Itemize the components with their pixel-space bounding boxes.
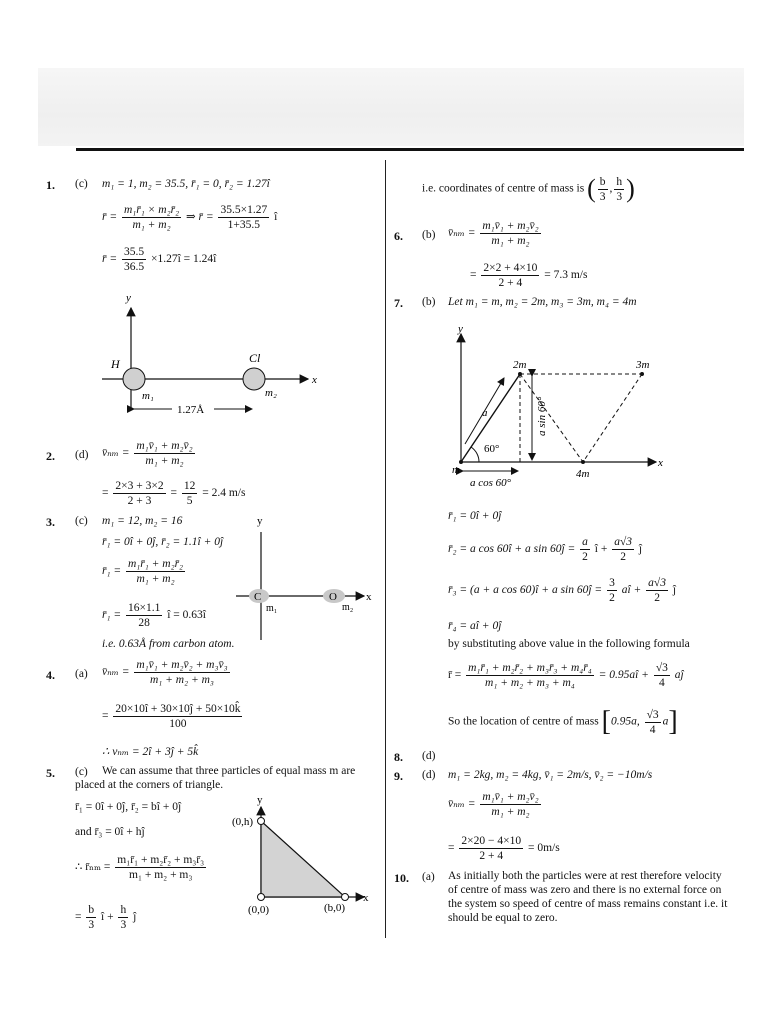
result-text: ∴ vₙₘ = 2î + 3ĵ + 5k̂ [102,746,199,758]
right-edge [583,374,642,462]
m1-label: m₁ [266,603,278,614]
hydrogen-atom [123,368,145,390]
x-label: x [366,591,372,603]
label-a: a [482,407,488,419]
point-4m [581,460,585,464]
triangle-diagram [226,793,376,920]
given-values: Let m₁ = m, m₂ = 2m, m₃ = 3m, m₄ = 4m [448,296,637,308]
hcl-diagram [96,288,336,426]
question-number: 3. [46,515,55,529]
point-2m [518,372,522,376]
answer-option: (a) [75,668,88,680]
answer-option: (d) [422,750,436,762]
o-label: O [329,591,337,603]
location-line: So the location of centre of mass [0.95a, $\frac{√3}{4}$ a] [448,706,678,737]
vertex-right [342,894,349,901]
angle-arc [471,447,479,462]
co-diagram [226,510,376,645]
answer-option: (c) [75,766,88,778]
column-divider [385,160,386,938]
equation: = $\frac{2\times 2 + 4\times 10}{2 + 4}$ = 7.3 m/s [470,262,588,289]
answer-option: (b) [422,296,436,308]
cl-label: Cl [249,351,261,365]
label-3m: 3m [636,359,650,371]
equation: = $\frac{20\times 10î + 30\times 10ĵ + 50\times 10k̂}{100}$ [102,703,241,730]
angle-label: 60° [484,443,500,455]
m2-label: m₂ [342,602,354,613]
coordinates-line: i.e. coordinates of centre of mass is ( $\frac{b}{3}$ , $\frac{h}{3}$ ) [422,174,635,203]
equation: = $\frac{2\times 3 + 3\times 2}{2 + 3}$ = $\frac{12}{5}$ = 2.4 m/s [102,480,246,507]
vertex-top [258,818,265,825]
equation: = $\frac{b}{3}$ î + $\frac{h}{3}$ ĵ [75,904,137,931]
equation: v̄ₙₘ = $\frac{\text{m₁v̄₁ + m₂v̄₂ + m₃v̄₃}}{\text{m₁ + m₂ + m₃}}$ [102,659,228,686]
position-vector: r̄₁ = 0î + 0ĵ [448,510,502,522]
question-number: 6. [394,229,403,243]
label-m: m [452,464,460,476]
label-right: (b,0) [324,902,346,914]
question-number: 2. [46,449,55,463]
equation: r̄ = $\frac{\text{m₁r̄₁ × m₂r̄₂}}{\text{m₁ + m₂}}$ ⇒ r̄ = $\frac{35.5\times 1.27}{1+35.5}$ î [102,204,278,231]
question-number: 5. [46,766,55,780]
distance-label: 1.27Å [177,404,205,416]
label-4m: 4m [576,468,590,480]
triangle [261,821,345,897]
equation: r̄ = $\frac{\text{m₁r̄₁ + m₂r̄₂ + m₃r̄₃ + m₄r̄₄}}{\text{m₁ + m₂ + m₃ + m₄}}$ = 0.95aî + $\frac{√3}{4}$ aĵ [448,662,684,689]
question-number: 8. [394,750,403,764]
question-number: 9. [394,769,403,783]
y-label: y [257,794,263,806]
answer-option: (c) [75,178,88,190]
question-number: 1. [46,178,55,192]
answer-text: As initially both the particles were at rest therefore velocity of centre of mass was zero and there is no external force on the system so speed of centre of mass remains constant i.e. it should be equal to zero. [448,870,728,924]
equation: ∴ r̄ₙₘ = $\frac{\text{m₁r̄₁ + m₂r̄₂ + m₃r̄₃}}{\text{m₁ + m₂ + m₃}}$ [75,854,205,881]
m1-label: m₁ [142,390,154,402]
equation: r̄₁ = $\frac{16\times 1.1}{28}$ î = 0.63î [102,602,206,629]
label-origin: (0,0) [248,904,270,916]
parallelogram-diagram [446,318,676,493]
header-band [38,68,744,146]
given-values: m₁ = 1, m₂ = 35.5, r̄₁ = 0, r̄₂ = 1.27î [102,178,270,190]
position-vectors: and r̄₃ = 0î + hĵ [75,826,145,838]
asin-label: a sin 60° [536,396,548,436]
question-number: 10. [394,871,409,885]
equation: r̄₁ = $\frac{\text{m₁r̄₁ + m₂r̄₂}}{\text{m₁ + m₂}}$ [102,558,184,585]
answer-option: (c) [75,515,88,527]
position-vectors: r̄₁ = 0î + 0ĵ, r̄₂ = 1.1î + 0ĵ [102,536,224,548]
label-2m: 2m [513,359,527,371]
problem-text: We can assume that three particles of equal mass m are placed at the corners of triangle. [75,765,356,791]
question-number: 7. [394,296,403,310]
equation: v̄ₙₘ = $\frac{\text{m₁v̄₁ + m₂v̄₂}}{\text{m₁ + m₂}}$ [102,440,193,467]
acos-label: a cos 60° [470,477,512,489]
answer-option: (d) [75,449,89,461]
answer-option: (d) [422,769,436,781]
position-vectors: r̄₁ = 0î + 0ĵ, r̄₂ = bî + 0ĵ [75,801,182,813]
y-label: y [126,292,131,304]
chlorine-atom [243,368,265,390]
equation: r̄₂ = a cos 60î + a sin 60ĵ = $\frac{a}{2}$ î + $\frac{a√3}{2}$ ĵ [448,536,643,563]
label-top: (0,h) [232,816,254,828]
equation: v̄ₙₘ = $\frac{\text{m₁v̄₁ + m₂v̄₂}}{\text{m₁ + m₂}}$ [448,791,539,818]
y-label: y [257,515,263,527]
m2-label: m₂ [265,387,277,399]
c-label: C [254,591,262,603]
equation: r̄₃ = (a + a cos 60)î + a sin 60ĵ = $\frac{3}{2}$ aî + $\frac{a√3}{2}$ ĵ [448,577,677,604]
answer-option: (a) [422,871,435,883]
note-text: by substituting above value in the following formula [448,638,690,650]
equation: = $\frac{2\times 20 - 4\times 10}{2 + 4}$ = 0m/s [448,835,560,862]
x-label: x [658,457,663,469]
answer-option: (b) [422,229,436,241]
x-label: x [363,892,369,904]
given-values: m₁ = 2kg, m₂ = 4kg, v̄₁ = 2m/s, v̄₂ = −10m/s [448,769,653,781]
result-text: i.e. 0.63Å from carbon atom. [102,638,235,650]
equation: r̄ = $\frac{35.5}{36.5}$ ×1.27î = 1.24î [102,246,217,273]
x-label: x [312,374,317,386]
given-values: m₁ = 12, m₂ = 16 [102,515,183,527]
header-rule [76,148,744,151]
equation: v̄ₙₘ = $\frac{\text{m₁v̄₁ + m₂v̄₂}}{\text{m₁ + m₂}}$ [448,220,539,247]
diagonal [520,374,583,462]
position-vector: r̄₄ = aî + 0ĵ [448,620,502,632]
h-label: H [111,357,120,371]
point-3m [640,372,644,376]
question-number: 4. [46,668,55,682]
vertex-origin [258,894,265,901]
y-label: y [458,323,463,335]
